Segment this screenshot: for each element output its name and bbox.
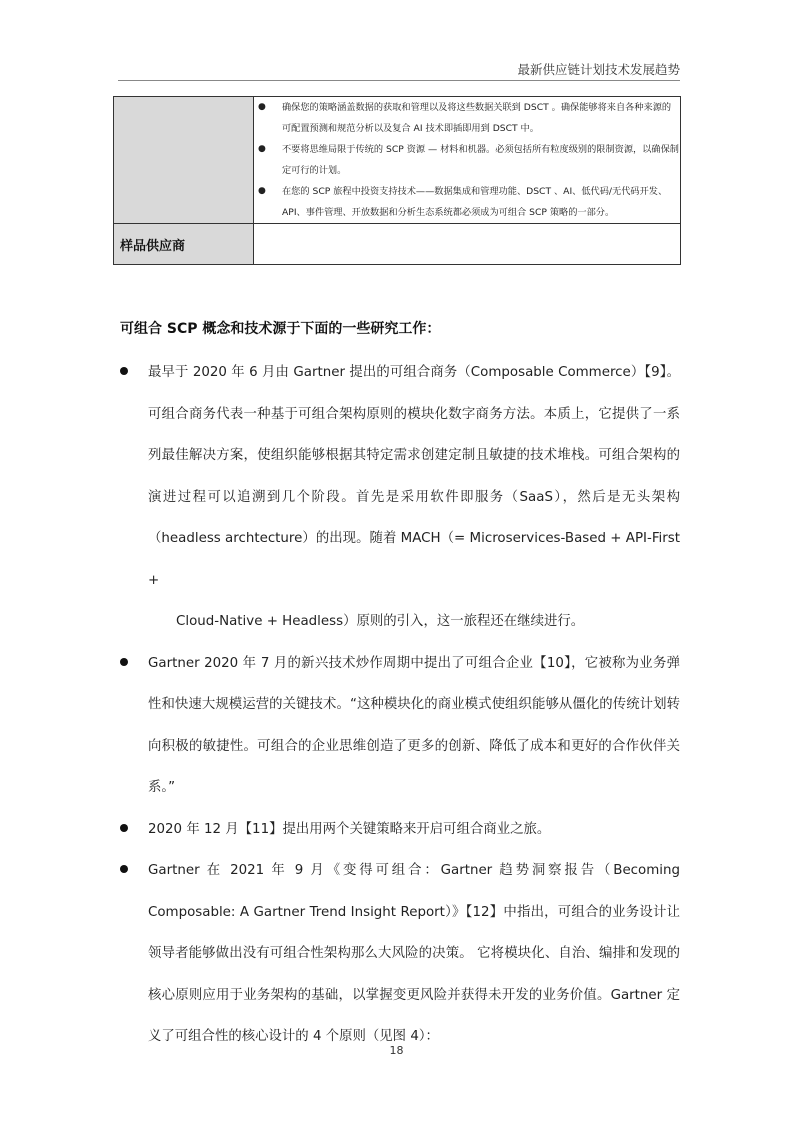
list-item-text: Gartner 2020 年 7 月的新兴技术炒作周期中提出了可组合企业【10】，它被称为业务弹性和快速大规模运营的关键技术。“这种模块化的商业模式使组织能够从僵化的传统计划转向积极的敏捷性。可组合的企业思维创造了更多的创新、降低了成本和更好的合作伙伴关系。”	[148, 655, 680, 795]
sample-vendors-label: 样品供应商	[114, 224, 254, 265]
list-item	[120, 352, 680, 643]
table-content-cell	[254, 97, 681, 224]
vendor-strategy-table	[113, 96, 681, 265]
running-header: 最新供应链计划技术发展趋势	[517, 62, 680, 77]
table-bullet-item: ● 确保您的策略涵盖数据的获取和管理以及将这些数据关联到 DSCT 。确保能够将来自各种来源的可配置预测和规范分析以及复合 AI 技术即插即用到 DSCT 中。	[254, 97, 680, 139]
bullet-icon	[120, 658, 128, 666]
table-label-cell-empty	[114, 97, 254, 224]
list-item-text-continued: Cloud-Native + Headless）原则的引入，这一旅程还在继续进行。	[176, 614, 585, 629]
list-item-text: Gartner 在 2021 年 9 月《变得可组合：Gartner 趋势洞察报告（Becoming Composable: A Gartner Trend Insight Report）》【12】中指出，可组合的业务设计让领导者能够做出没有可组合性架构那么大风险的决策。 它将模块化、自治、编排和发现的核心原则应用于业务架构的基础，以掌握变更风险并获得未开发的业务价值。Gartner 定义了可组合性的核心设计的 4 个原则（见图 4）：	[148, 863, 680, 1044]
table-row	[114, 97, 681, 224]
header-divider	[118, 80, 680, 81]
sample-vendors-value	[254, 224, 681, 265]
table-bullet-item: ● 在您的 SCP 旅程中投资支持技术——数据集成和管理功能、DSCT 、AI、低代码/无代码开发、API、事件管理、开放数据和分析生态系统都必须成为可组合 SCP 策略的一部分。	[254, 181, 680, 223]
list-item-text: 最早于 2020 年 6 月由 Gartner 提出的可组合商务（Composable Commerce）【9】。可组合商务代表一种基于可组合架构原则的模块化数字商务方法。本质上，它提供了一系列最佳解决方案，使组织能够根据其特定需求创建定制且敏捷的技术堆栈。可组合架构的演进过程可以追溯到几个阶段。首先是采用软件即服务（SaaS），然后是无头架构（headless archtecture）的出现。随着 MACH（= Microservices-Based + API-First +	[148, 365, 680, 588]
bullet-icon	[120, 367, 128, 375]
list-item	[120, 809, 680, 851]
table-bullet-item: ● 不要将思维局限于传统的 SCP 资源 — 材料和机器。必须包括所有粒度级别的限制资源，以确保制定可行的计划。	[254, 139, 680, 181]
research-list	[120, 352, 680, 1058]
list-item	[120, 850, 680, 1058]
page-number: 18	[389, 1044, 404, 1057]
list-item-text: 2020 年 12 月【11】提出用两个关键策略来开启可组合商业之旅。	[148, 821, 551, 837]
bullet-icon: ●	[258, 144, 266, 154]
bullet-icon: ●	[258, 186, 266, 196]
table-row	[114, 224, 681, 265]
bullet-icon	[120, 865, 128, 873]
section-heading: 可组合 SCP 概念和技术源于下面的一些研究工作：	[120, 321, 441, 337]
list-item	[120, 643, 680, 809]
bullet-icon: ●	[258, 102, 266, 112]
bullet-icon	[120, 824, 128, 832]
